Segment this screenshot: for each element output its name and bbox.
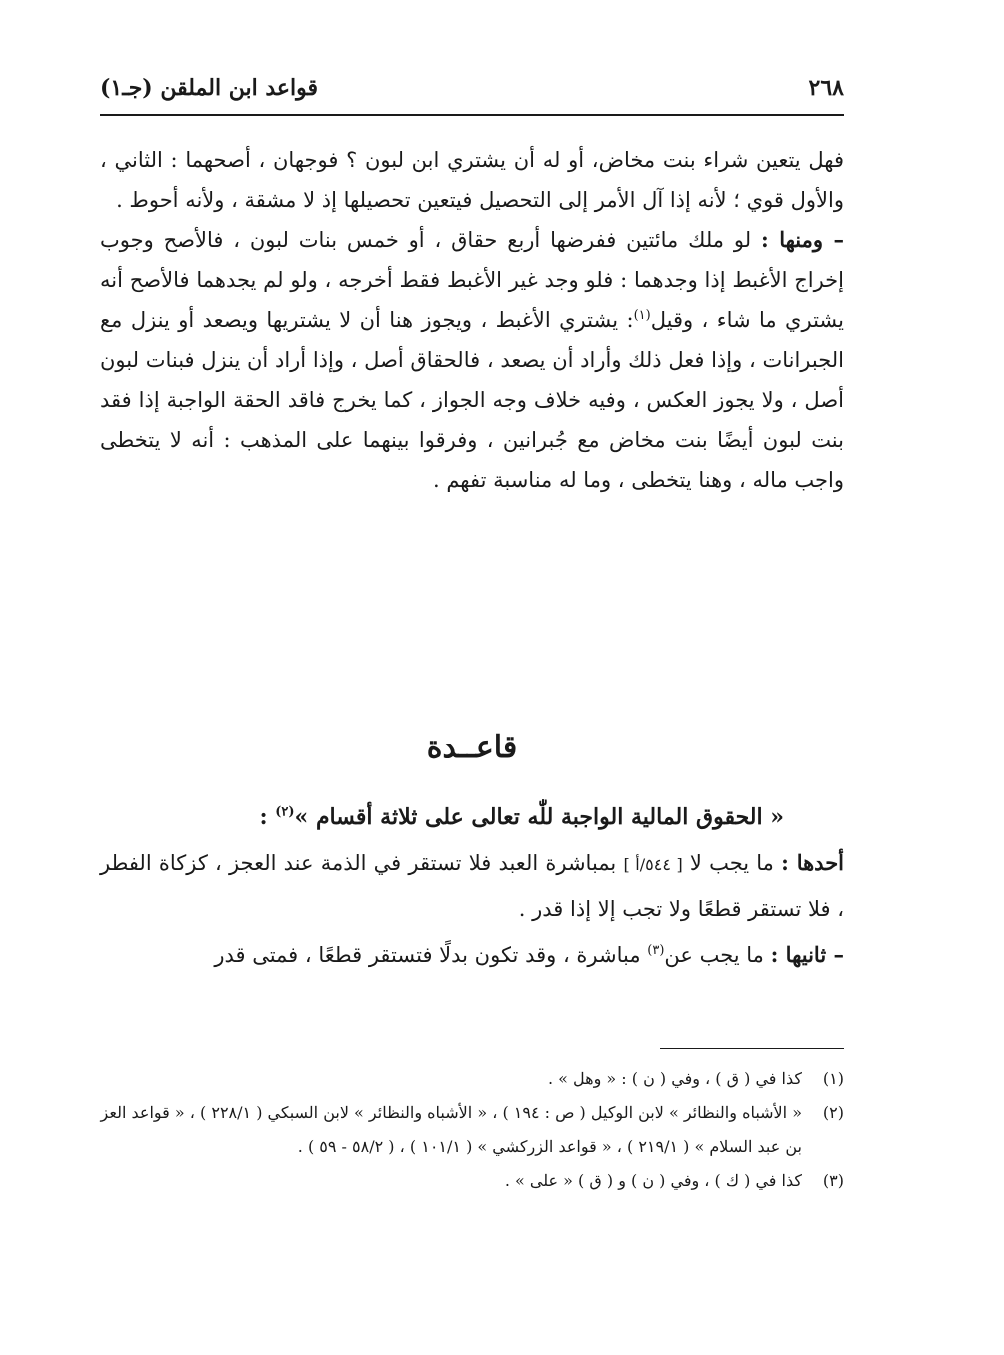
running-header <box>100 68 844 108</box>
book-title: قواعد ابن الملقن (جـ١) <box>100 75 319 101</box>
footnote-item <box>100 1164 844 1198</box>
rule-heading-text: « الحقوق المالية الواجبة للّٰه تعالى على ثلاثة أقسام » <box>294 804 784 830</box>
paragraph-2 <box>100 220 844 500</box>
rule-item-1-part-a: ما يجب لا <box>682 851 782 875</box>
header-divider <box>100 114 844 116</box>
page-number: ٢٦٨ <box>808 75 844 101</box>
footnote-item <box>100 1096 844 1164</box>
rule-item-2-part-b: مباشرة ، وقد تكون بدلًا فتستقر قطعًا ، فمتى قدر <box>214 943 648 967</box>
paragraph-2-part-a: لو ملك مائتين ففرضها أربع حقاق ، أو خمس بنات لبون ، فالأصح وجوب إخراج الأغبط إذا وجدهما : فلو وجد غير الأغبط فقط أخرجه ، ولو لم يجدهما فالأصح أنه يشتري ما شاء ، وقيل <box>100 228 844 332</box>
footnote-ref-2[interactable]: (٢) <box>275 804 295 820</box>
footnote-item <box>100 1062 844 1096</box>
footnote-ref-1[interactable]: (١) <box>633 308 651 323</box>
rule-item-2-part-a: ما يجب عن <box>664 943 771 967</box>
paragraph-1: فهل يتعين شراء بنت مخاض، أو له أن يشتري ابن لبون ؟ فوجهان ، أصحهما : الثاني ، والأول قوي ؛ لأنه إذا آل الأمر إلى التحصيل فيتعين تحصيلها إذ لا مشقة ، ولأنه أحوط . <box>100 148 844 212</box>
footnotes <box>100 1062 844 1198</box>
rule-item-2-lead: – ثانيها : <box>770 942 844 967</box>
rule-item-1 <box>100 840 844 932</box>
footnote-number: (٢) <box>822 1103 844 1122</box>
main-text <box>100 140 844 500</box>
rule-text <box>100 795 844 978</box>
paragraph-2-part-b: : يشتري الأغبط ، ويجوز هنا أن لا يشتريها ويصعد أو ينزل مع الجبرانات ، وإذا فعل ذلك وأراد أن يصعد ، فالحقاق أصل ، وإذا أراد أن ينزل فبنات لبون أصل ، ولا يجوز العكس ، وفيه خلاف وجه الجواز ، كما يخرج فاقد الحقة الواجبة إذا فقد بنت لبون أيضًا بنت مخاض مع جُبرانين ، وفرقوا بينهما على المذهب : أنه لا يتخطى واجب ماله ، وهنا يتخطى ، وما له مناسبة تفهم . <box>100 308 844 492</box>
footnote-text: « الأشباه والنظائر » لابن الوكيل ( ص : ١٩٤ ) ، « الأشباه والنظائر » لابن السبكي ( ٢٢٨/١ ) ، « قواعد العز بن عبد السلام » ( ٢١٩/١ ) ، « قواعد الزركشي » ( ١٠١/١ ) ، ( ٥٨/٢ - ٥٩ ) . <box>100 1103 802 1156</box>
rule-item-2 <box>100 932 844 978</box>
footnote-text: كذا في ( ك ) ، وفي ( ن ) و ( ق ) « على » . <box>504 1171 802 1190</box>
footnote-number: (١) <box>822 1069 844 1088</box>
footnote-ref-3[interactable]: (٣) <box>647 943 665 958</box>
manuscript-marker: [ ٥٤٤/أ ] <box>623 855 683 874</box>
footnote-text: كذا في ( ق ) ، وفي ( ن ) : « وهل » . <box>548 1069 802 1088</box>
footnote-number: (٣) <box>822 1171 844 1190</box>
section-title: قاعــدة <box>426 730 518 765</box>
footnote-divider <box>660 1048 844 1049</box>
rule-item-1-lead: أحدها : <box>781 850 845 875</box>
rule-heading <box>100 795 844 840</box>
rule-item-1-part-b: بمباشرة العبد فلا تستقر في الذمة عند العجز ، كزكاة الفطر ، فلا تستقر قطعًا ولا تجب إلا إذا قدر . <box>100 851 844 921</box>
rule-heading-tail: : <box>259 804 276 830</box>
paragraph-2-lead: – ومنها : <box>760 227 844 252</box>
